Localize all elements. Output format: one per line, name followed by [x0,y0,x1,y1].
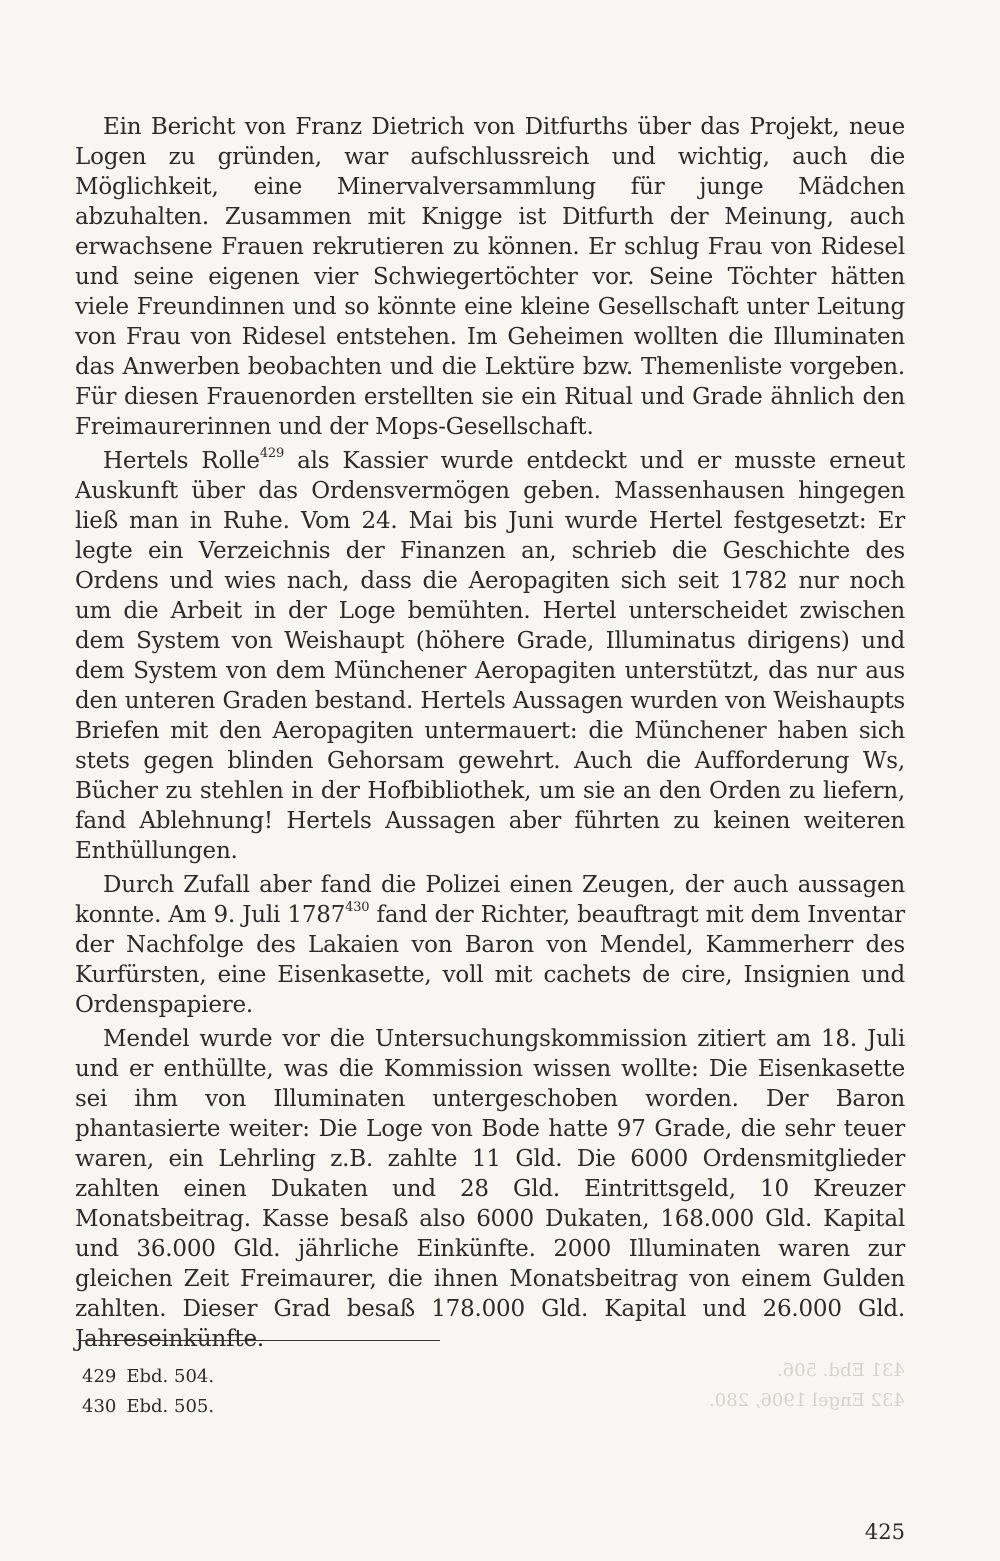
footnote-ref-430[interactable]: 430 [345,900,370,916]
footnote-429 [82,1362,582,1392]
paragraph-zufall-start: Durch Zufall aber fand die Polizei einen Zeugen, der auch aussagen konnte. Am 9. Juli 1787 [75,872,905,928]
footnote-divider [78,1340,440,1341]
footnote-number: 429 [82,1366,117,1387]
bleed-through-line: 431 Ebd. 506. [777,1360,905,1381]
bleed-through-line: 432 Engel 1906, 280. [709,1390,905,1411]
paragraph-zufall [75,870,905,1020]
paragraph-hertel [75,446,905,866]
paragraph-hertel-start: Hertels Rolle [103,448,260,474]
footnote-text: Ebd. 505. [126,1396,215,1417]
paragraph-zufall-rest: fand der Richter, beauftragt mit dem Inventar der Nachfolge des Lakaien von Baron von Mendel, Kammerherr des Kurfürsten, eine Eisenkasette, voll mit cachets de cire, Insignien und Ordenspapiere. [75,902,905,1018]
footnote-number: 430 [82,1396,117,1417]
footnote-text: Ebd. 504. [126,1366,215,1387]
footnote-ref-429[interactable]: 429 [259,446,285,462]
paragraph-ditfurth: Ein Bericht von Franz Dietrich von Ditfurths über das Projekt, neue Logen zu gründen, war aufschlussreich und wichtig, auch die Möglichkeit, eine Minervalversammlung für junge Mädchen abzuhalten. Zusammen mit Knigge ist Ditfurth der Meinung, auch erwachsene Frauen rekrutieren zu können. Er schlug Frau von Ridesel und seine eigenen vier Schwiegertöchter vor. Seine Töchter hätten viele Freundinnen und so könnte eine kleine Gesellschaft unter Leitung von Frau von Ridesel entstehen. Im Geheimen wollten die Illuminaten das Anwerben beobachten und die Lektüre bzw. Themenliste vorgeben. Für diesen Frauenorden erstellten sie ein Ritual und Grade ähnlich den Freimaurerinnen und der Mops-Gesellschaft. [75,114,905,440]
body-text [75,112,905,1358]
paragraph-mendel: Mendel wurde vor die Untersuchungskommission zitiert am 18. Juli und er enthüllte, was die Kommission wissen wollte: Die Eisenkasette sei ihm von Illuminaten untergeschoben worden. Der Baron phantasierte weiter: Die Loge von Bode hatte 97 Grade, die sehr teuer waren, ein Lehrling z.B. zahlte 11 Gld. Die 6000 Ordensmitglieder zahlten einen Dukaten und 28 Gld. Eintrittsgeld, 10 Kreuzer Monatsbeitrag. Kasse besaß also 6000 Dukaten, 168.000 Gld. Kapital und 36.000 Gld. jährliche Einkünfte. 2000 Illuminaten waren zur gleichen Zeit Freimaurer, die ihnen Monatsbeitrag von einem Gulden zahlten. Dieser Grad besaß 178.000 Gld. Kapital und 26.000 Gld. Jahreseinkünfte. [75,1026,905,1352]
footnotes [82,1362,582,1422]
paragraph-hertel-rest: als Kassier wurde entdeckt und er musste erneut Auskunft über das Ordensvermögen geben. Massenhausen hingegen ließ man in Ruhe. Vom 24. Mai bis Juni wurde Hertel festgesetzt: Er legte ein Verzeichnis der Finanzen an, schrieb die Geschichte des Ordens und wies nach, dass die Aeropagiten sich seit 1782 nur noch um die Arbeit in der Loge bemühten. Hertel unterscheidet zwischen dem System von Weishaupt (höhere Grade, Illuminatus dirigens) und dem System von dem Münchener Aeropagiten unterstützt, das nur aus den unteren Graden bestand. Hertels Aussagen wurden von Weishaupts Briefen mit den Aeropagiten untermauert: die Münchener haben sich stets gegen blinden Gehorsam gewehrt. Auch die Aufforderung Ws, Bücher zu stehlen in der Hofbibliothek, um sie an den Orden zu liefern, fand Ablehnung! Hertels Aussagen aber führten zu keinen weiteren Enthüllungen. [75,448,905,864]
footnote-430 [82,1392,582,1422]
page-number: 425 [864,1520,905,1544]
